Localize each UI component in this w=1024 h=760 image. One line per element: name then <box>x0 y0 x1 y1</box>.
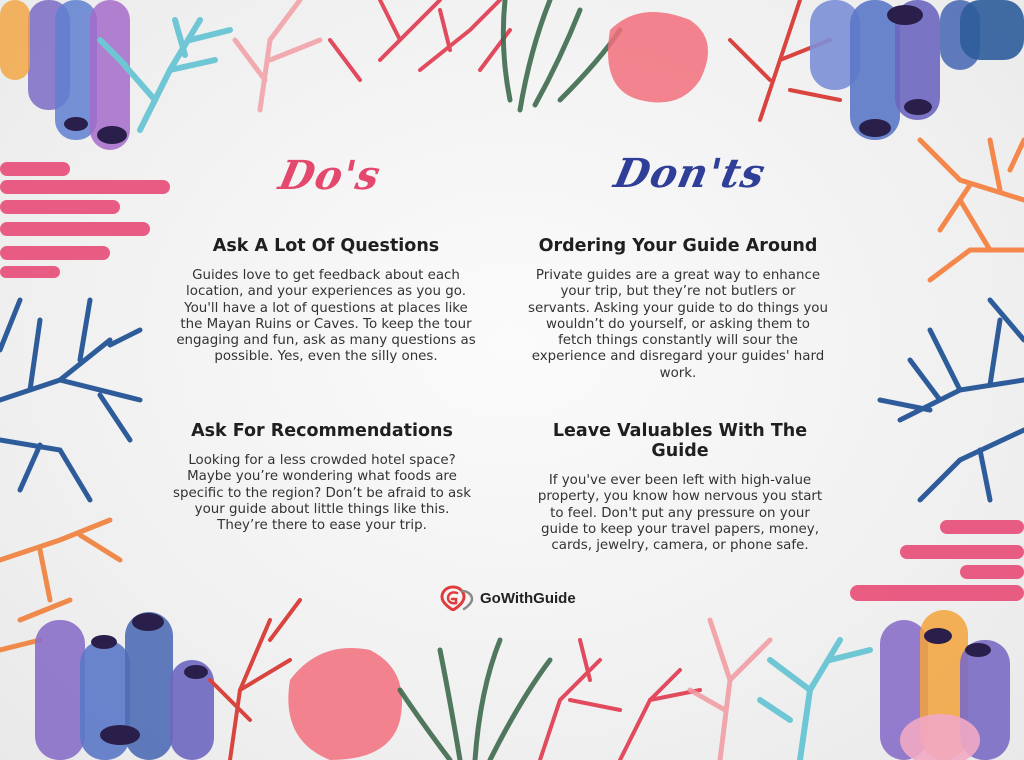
tube-sponge-bottom-left <box>35 612 214 760</box>
donts-item-body: If you've ever been left with high-value property, you know how nervous you start to feel. Don't put any pressure on your guide to keep your travel papers, money, cards, jewelry, camera, or phone safe. <box>537 473 823 554</box>
donts-item-body: Private guides are a great way to enhance your trip, but they’re not butlers or servants. Asking your guide to do things you wouldn’t do yourself, or asking them to fetch things constantly will sour the experience and disregard your guides' hard work. <box>528 268 828 381</box>
blue-coral-right <box>880 300 1024 500</box>
tube-sponge-top-right <box>810 0 1024 140</box>
dos-item-heading: Ask A Lot Of Questions <box>212 236 440 256</box>
blue-coral-left <box>0 300 140 500</box>
dos-title: Do's <box>274 152 386 199</box>
gowithguide-logo-icon <box>440 585 474 611</box>
dos-item <box>176 236 476 366</box>
tube-sponge-top-left <box>0 0 130 150</box>
donts-item-heading: Ordering Your Guide Around <box>538 236 818 256</box>
pink-coral-left <box>0 162 170 278</box>
donts-item-heading: Leave Valuables With The Guide <box>552 421 808 461</box>
donts-title: Don'ts <box>610 150 770 197</box>
orange-coral-right <box>920 140 1024 280</box>
gowithguide-logo <box>440 585 576 611</box>
dos-item-heading: Ask For Recommendations <box>191 421 453 441</box>
donts-item <box>528 236 828 382</box>
red-coral-top <box>330 0 510 80</box>
dos-item-body: Looking for a less crowded hotel space? Maybe you’re wondering what foods are specific to the region? Don’t be afraid to ask your guide about little things like this. They’re there to ease your trip. <box>173 453 471 534</box>
dos-item-body: Guides love to get feedback about each location, and your experiences as you go. You'll have a lot of questions at places like the Mayan Ruins or Caves. To keep the tour engaging and fun, ask as many questions as possible. Yes, even the silly ones. <box>176 268 476 365</box>
logo-text: GoWithGuide <box>480 589 576 607</box>
dos-item <box>172 421 472 534</box>
donts-item <box>530 421 830 554</box>
